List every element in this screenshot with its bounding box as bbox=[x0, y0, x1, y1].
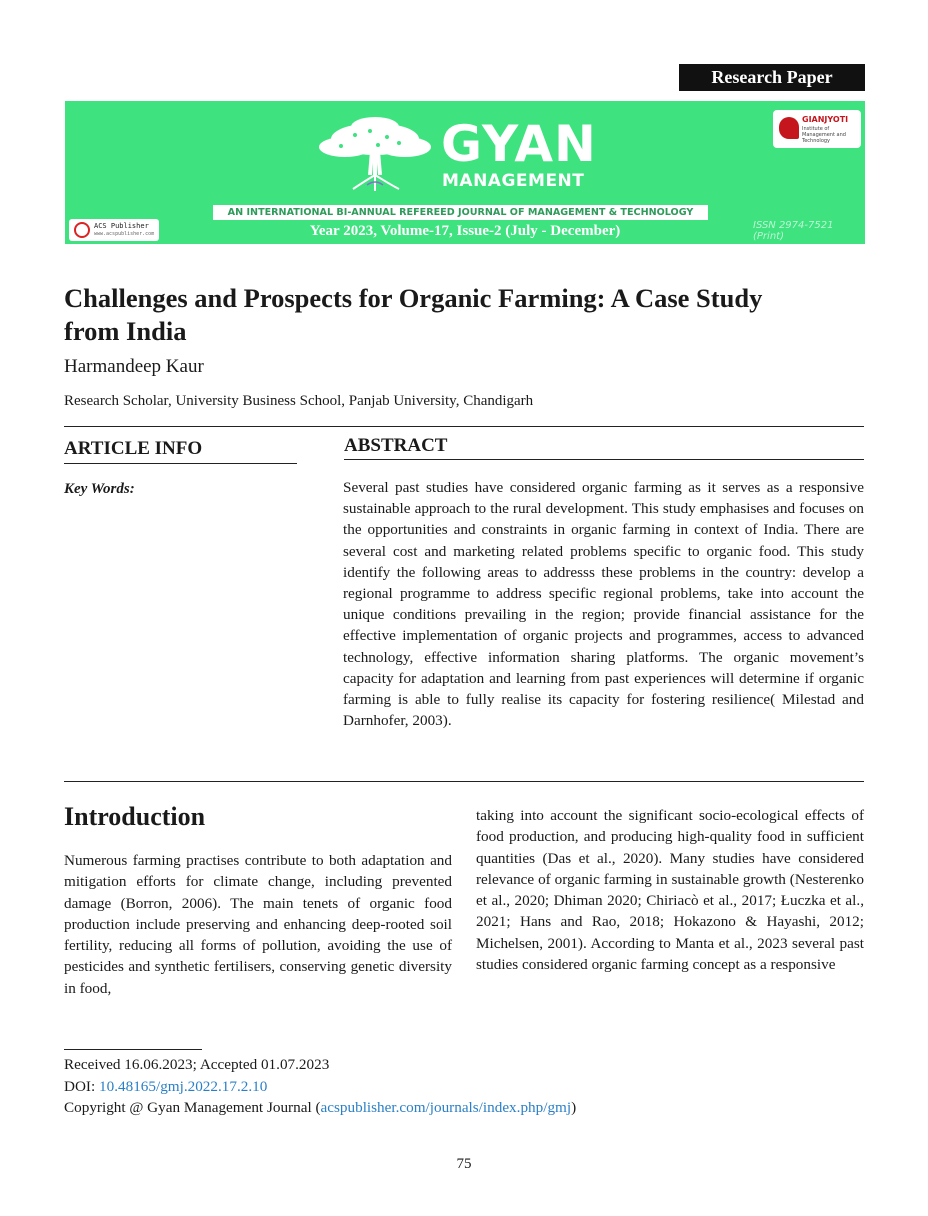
received-dates: Received 16.06.2023; Accepted 01.07.2023 bbox=[64, 1056, 330, 1073]
issn-number: ISSN 2974-7521 (Print) bbox=[753, 220, 834, 242]
doi-line bbox=[64, 1076, 576, 1098]
journal-wordmark: GYAN bbox=[441, 115, 597, 173]
gianjyoti-name: GIANJYOTI bbox=[802, 115, 849, 124]
article-info-heading: ARTICLE INFO bbox=[64, 438, 203, 459]
article-info-underline bbox=[64, 463, 297, 464]
keywords-label: Key Words: bbox=[64, 481, 135, 497]
divider-top bbox=[64, 426, 864, 427]
gianjyoti-tagline: Institute of Management and Technology bbox=[802, 126, 846, 144]
copyright-prefix: Copyright @ Gyan Management Journal ( bbox=[64, 1099, 321, 1116]
acs-logo-icon bbox=[74, 222, 90, 238]
tree-logo-icon bbox=[315, 115, 435, 193]
paper-title: Challenges and Prospects for Organic Farming: A Case Study from India bbox=[64, 283, 763, 346]
acs-logo-url: www.acspublisher.com bbox=[94, 231, 155, 237]
abstract-heading: ABSTRACT bbox=[344, 435, 448, 456]
journal-url-link[interactable]: acspublisher.com/journals/index.php/gmj bbox=[320, 1099, 572, 1116]
acs-publisher-logo bbox=[69, 219, 159, 241]
gianjyoti-logo bbox=[773, 110, 861, 148]
abstract-underline bbox=[344, 459, 864, 460]
abstract-text: Several past studies have considered organic farming as it serves as a responsive sustainable approach to the rural development. This study emphasises and focuses on the opportunities and constraints in organic farming in context of India. There are several cost and marketing related problems specific to organic food. This study identify the following areas to addresss these problems in the country: develop a regional programme to address specific regional problems, take into account the unique conditions prevailing in the region; provide financial assistance for the effective implementation of organic projects and programmes, access to advanced technology, effective information sharing platforms. The organic movement’s capacity for adaptation and learning from past experiences will determine if organic farming is able to fully realise its capacity for fostering resilience( Milestad and Darnhofer, 2003). bbox=[343, 479, 864, 730]
intro-column-1: Numerous farming practises contribute to both adaptation and mitigation efforts for climate change, including prevented damage (Borron, 2006). The main tenets of organic food production include preserving and enhancing deep-rooted soil fertility, reducing all forms of pollution, avoiding the use of pesticides and synthetic fertilisers, conserving genetic diversity in food, bbox=[64, 852, 452, 997]
gianjyoti-mark-icon bbox=[779, 117, 799, 139]
author-affiliation: Research Scholar, University Business School, Panjab University, Chandigarh bbox=[64, 393, 534, 409]
doi-label: DOI: bbox=[64, 1077, 100, 1095]
author-name: Harmandeep Kaur bbox=[64, 356, 204, 377]
footnote-rule bbox=[64, 1049, 202, 1050]
copyright-line bbox=[64, 1097, 576, 1119]
acs-logo-name: ACS Publisher bbox=[94, 222, 149, 230]
copyright-suffix: ) bbox=[571, 1099, 577, 1116]
introduction-heading: Introduction bbox=[64, 802, 206, 831]
issue-info: Year 2023, Volume-17, Issue-2 (July - December) bbox=[309, 223, 621, 239]
divider-middle bbox=[64, 781, 864, 782]
journal-banner bbox=[65, 101, 865, 244]
paper-type-tag: Research Paper bbox=[679, 64, 865, 91]
doi-link[interactable]: 10.48165/gmj.2022.17.2.10 bbox=[99, 1077, 268, 1095]
intro-column-2: taking into account the significant socio-ecological effects of food production, and producing high-quality food in sufficient quantities (Das et al., 2020). Many studies have considered relevance of organic farming in sustainable growth (Nesterenko et al., 2020; Dhiman 2020; Chiriacò et al., 2017; Łuczka et al., 2021; Hans and Rao, 2018; Hokazono & Hayashi, 2012; Michelsen, 2001). According to Manta et al., 2023 several past studies considered organic farming concept as a responsive bbox=[476, 807, 864, 974]
page-number: 75 bbox=[456, 1156, 472, 1172]
footnote bbox=[64, 1054, 576, 1119]
journal-subtitle: MANAGEMENT bbox=[442, 171, 585, 191]
journal-description-strip: AN INTERNATIONAL BI-ANNUAL REFEREED JOURNAL OF MANAGEMENT & TECHNOLOGY bbox=[213, 205, 708, 220]
